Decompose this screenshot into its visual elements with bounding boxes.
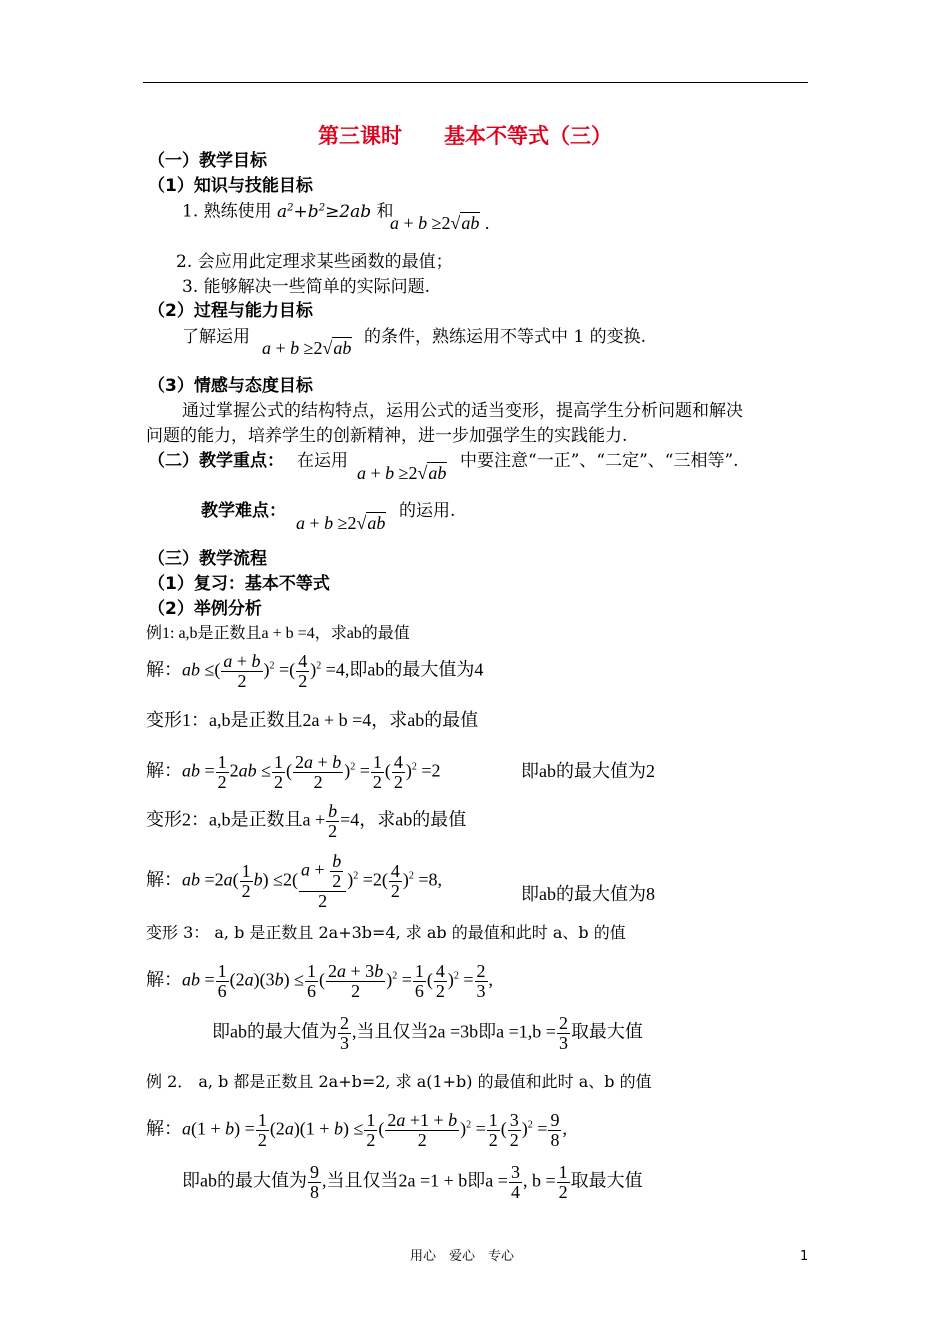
subsection-process: （2）过程与能力目标 [148, 301, 313, 321]
variant-3-solution: 解：ab = $\frac{1}{6}$ (2a)(3b) ≤ $\frac{1}{6}$ ( $\frac{2a + 3b}{2}$ )$^2$ = $\frac{1}{6}$ ( $\frac{4}{2}$ )$^2$ = $\frac{2}{3}$ , [146, 961, 493, 1001]
process-text-post: 的条件，熟练运用不等式中 1 的变换. [364, 327, 647, 347]
inequality-formula: a + b ≥2√ab [296, 513, 386, 533]
page-number: 1 [800, 1249, 809, 1264]
goal-2: 2. 会应用此定理求某些函数的最值； [176, 252, 453, 272]
header-rule [143, 82, 808, 83]
solution-label: 解： [146, 659, 182, 680]
variant-2-solution: 解：ab =2a( $\frac{1}{2}$ b) ≤2( a + $\frac{b}{2}$ 2 )$^2$ =2( $\frac{4}{2}$ )$^2$ =8, [146, 851, 442, 911]
variant-1: 变形1：a,b是正数且2a + b =4，求ab的最值 [146, 710, 479, 730]
example-2-conclusion-pre: 即ab的最大值为 [182, 1170, 307, 1191]
page-title: 第三课时 基本不等式（三） [318, 124, 612, 148]
subsection-emotion: （3）情感与态度目标 [148, 376, 313, 396]
variant-2: 变形2：a,b是正数且a + $\frac{b}{2}$ =4，求ab的最值 [146, 801, 467, 841]
difficulty-label: 教学难点： [201, 501, 286, 521]
section-objectives: （一）教学目标 [148, 151, 267, 171]
variant-3-conclusion-mid: ,当且仅当2a =3b即a =1,b = [352, 1021, 556, 1042]
example-2-solution: 解：a(1 + b) = $\frac{1}{2}$ (2a)(1 + b) ≤ $\frac{1}{2}$ ( $\frac{2a +1 + b}{2}$ )$^2$ = $\frac{1}{2}$ ( $\frac{3}{2}$ )$^2$ = $\frac{9}{8}$ , [146, 1110, 567, 1150]
inequality-formula: a + b ≥2√ab [262, 338, 352, 358]
variant-2-text-pre: 变形2：a,b是正数且a + [146, 809, 326, 830]
step-examples: （2）举例分析 [148, 599, 262, 619]
variant-2-text-post: =4，求ab的最值 [340, 809, 467, 830]
goal-3: 3. 能够解决一些简单的实际问题. [182, 277, 431, 297]
section-process-flow: （三）教学流程 [148, 549, 267, 569]
variant-3: 变形 3： a, b 是正数且 2a+3b=4, 求 ab 的最值和此时 a、b 的值 [146, 923, 626, 942]
solution-label: 解： [146, 760, 182, 781]
goal-1 [182, 203, 394, 221]
solution-label: 解： [146, 1118, 182, 1139]
example-2-conclusion-post: 取最大值 [570, 1170, 643, 1191]
variant-3-conclusion: 即ab的最大值为 $\frac{2}{3}$ ,当且仅当2a =3b即a =1,b = $\frac{2}{3}$ 取最大值 [212, 1013, 643, 1053]
footer-text: 用心 爱心 专心 [410, 1249, 515, 1264]
example-2-conclusion-mid: ,当且仅当2a =1 + b即a = [322, 1170, 508, 1191]
variant-3-conclusion-pre: 即ab的最大值为 [212, 1021, 337, 1042]
example-1: 例1: a,b是正数且a + b =4，求ab的最值 [146, 625, 410, 642]
keypoints-text-pre: 在运用 [297, 451, 348, 471]
solution-label: 解： [146, 969, 182, 990]
solution-label: 解： [146, 869, 182, 890]
example-2-conclusion: 即ab的最大值为 $\frac{9}{8}$ ,当且仅当2a =1 + b即a = $\frac{3}{4}$ , b = $\frac{1}{2}$ 取最大值 [182, 1162, 643, 1202]
goal-1-text: 1. 熟练使用 [182, 201, 272, 222]
keypoints-text-post: 中要注意“一正”、“二定”、“三相等”. [460, 451, 739, 471]
inequality-formula: a + b ≥2√ab . [390, 213, 490, 233]
step-review: （1）复习：基本不等式 [148, 574, 330, 594]
variant-2-result: 即ab的最大值为8 [521, 884, 655, 904]
emotion-text-2: 问题的能力，培养学生的创新精神，进一步加强学生的实践能力. [146, 426, 628, 446]
subsection-knowledge: （1）知识与技能目标 [148, 176, 313, 196]
example-2-conclusion-mid2: , b = [522, 1170, 556, 1191]
process-text-pre: 了解运用 [182, 327, 250, 347]
variant-1-result: 即ab的最大值为2 [521, 761, 655, 781]
variant-1-solution: 解：ab = $\frac{1}{2}$ 2ab ≤ $\frac{1}{2}$ ( $\frac{2a + b}{2}$ )$^2$ = $\frac{1}{2}$ ( $\frac{4}{2}$ )$^2$ =2 [146, 752, 441, 792]
difficulty-text: 的运用. [399, 501, 456, 521]
goal-1-formula: $a^2+b^2\ge 2ab$ [277, 201, 372, 222]
example-1-solution: 解：ab ≤( $\frac{a + b}{2}$ )$^2$ =( $\frac{4}{2}$ )$^2$ =4,即ab的最大值为4 [146, 651, 484, 691]
example-2: 例 2． a, b 都是正数且 2a+b=2, 求 a(1+b) 的最值和此时 a、b 的值 [146, 1072, 652, 1091]
section-keypoints: （二）教学重点： [148, 451, 284, 471]
goal-1-and: 和 [376, 201, 394, 222]
example-1-result: =4,即ab的最大值为4 [325, 659, 484, 680]
inequality-formula: a + b ≥2√ab [357, 463, 447, 483]
variant-3-conclusion-post: 取最大值 [570, 1021, 643, 1042]
emotion-text-1: 通过掌握公式的结构特点，运用公式的适当变形，提高学生分析问题和解决 [182, 401, 743, 421]
